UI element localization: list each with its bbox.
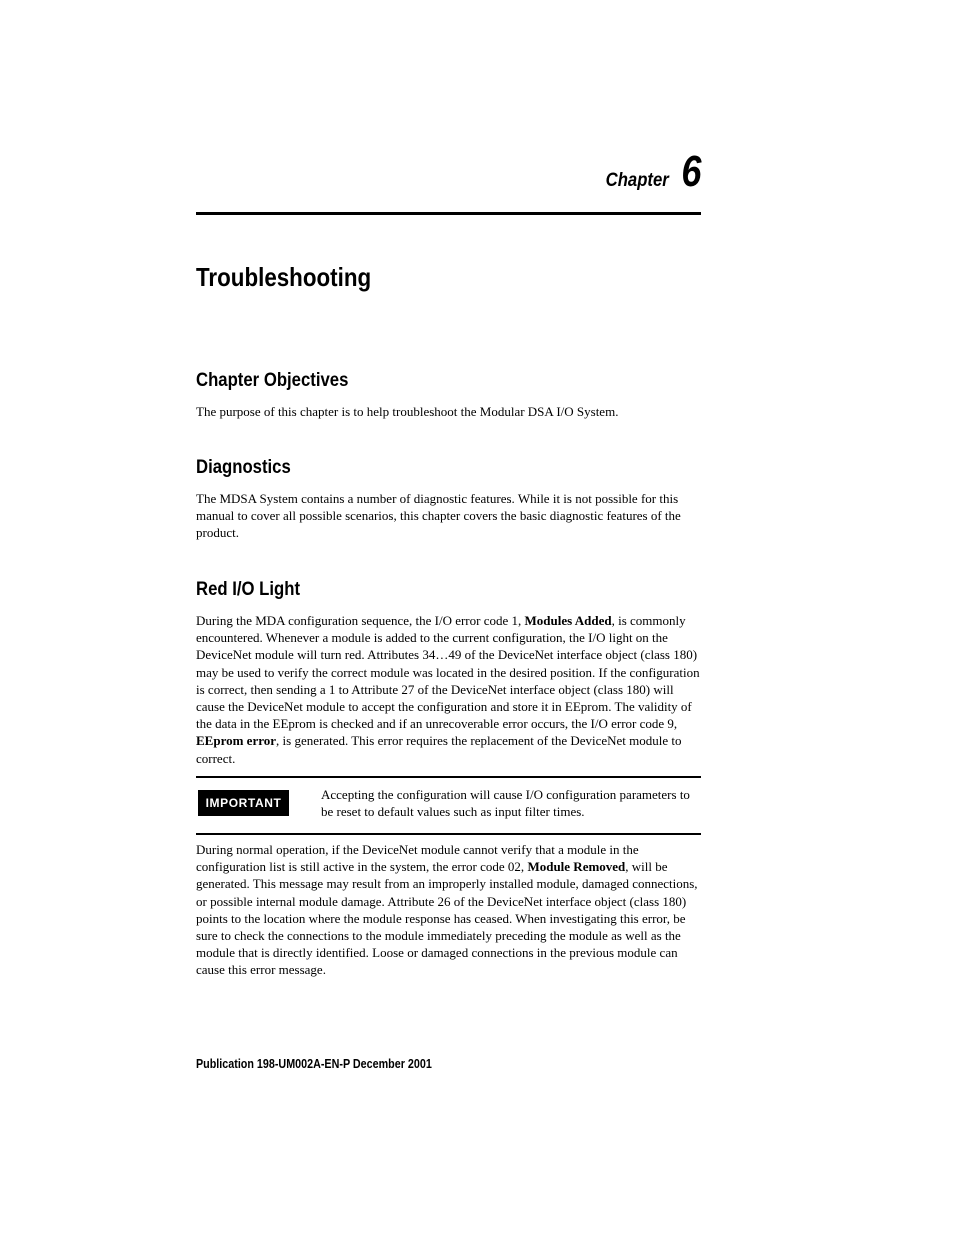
term-eeprom-error: EEprom error [196, 733, 277, 749]
publication-footer: Publication 198-UM002A-EN-P December 2001 [196, 1057, 432, 1071]
red-io-light-paragraph-2 [196, 841, 702, 979]
page-title: Troubleshooting [196, 262, 372, 292]
text-run: During normal operation, if the DeviceNet module cannot verify that a module in the configuration list is still active in the system, the error code 02, [196, 842, 639, 875]
important-note [196, 776, 701, 835]
term-module-removed: Module Removed [527, 859, 626, 875]
section-heading-diagnostics: Diagnostics [196, 457, 291, 478]
chapter-number: 6 [680, 147, 701, 196]
red-io-light-paragraph-1 [196, 612, 702, 767]
text-run: During the MDA configuration sequence, the I/O error code 1, [196, 613, 525, 628]
section-heading-red-io-light: Red I/O Light [196, 579, 301, 600]
chapter-label [597, 147, 701, 196]
text-run: , is commonly encountered. Whenever a module is added to the current configuration, the I/O light on the DeviceNet module will turn red. Attributes 34…49 of the DeviceNet interface object (class 180) may be used to verify the correct module was located in the desired position. If the configuration is correct, then sending a 1 to Attribute 27 of the DeviceNet interface object (class 180) will cause the DeviceNet module to accept the configuration and store it in EEprom. The validity of the data in the EEprom is checked and if an unrecoverable error occurs, the I/O error code 9, [196, 613, 700, 732]
text-run: , is generated. This error requires the replacement of the DeviceNet module to correct. [196, 733, 682, 766]
diagnostics-paragraph: The MDSA System contains a number of diagnostic features. While it is not possible for this manual to cover all possible scenarios, this chapter covers the basic diagnostic features of the product. [196, 491, 681, 541]
text-run: , will be generated. This message may result from an improperly installed module, damaged connections, or possible internal module damage. Attribute 26 of the DeviceNet interface object (class 180) points to the location where the module response has ceased. When investigating this error, be sure to check the connections to the module immediately preceding the module as well as the module that is directly identified. Loose or damaged connections in the previous module can cause this error message. [196, 859, 698, 978]
important-text: Accepting the configuration will cause I/O configuration parameters to be reset to default values such as input filter times. [321, 787, 690, 820]
important-badge: IMPORTANT [198, 790, 289, 816]
section-heading-chapter-objectives: Chapter Objectives [196, 370, 349, 391]
objectives-paragraph: The purpose of this chapter is to help troubleshoot the Modular DSA I/O System. [196, 404, 619, 419]
chapter-word: Chapter [605, 170, 669, 191]
term-modules-added: Modules Added [524, 613, 612, 628]
chapter-divider [196, 212, 701, 215]
